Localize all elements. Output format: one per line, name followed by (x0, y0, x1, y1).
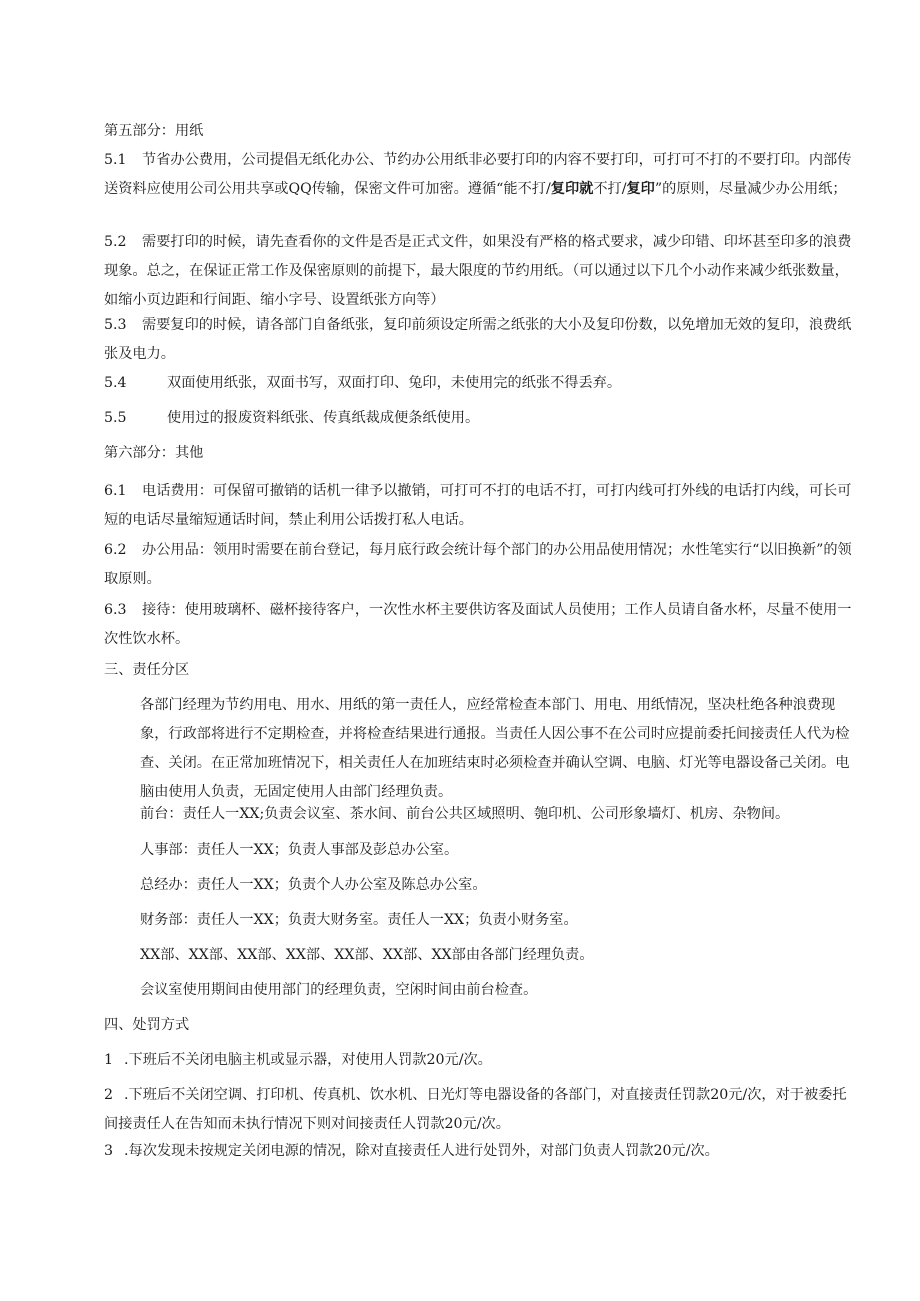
bold-text: 复印就 (550, 181, 594, 197)
paragraph-text: 需要复印的时候，请各部门自备纸张，复印前须设定所需之纸张的大小及复印份数，以免增加无效的复印，浪费纸张及电力。 (104, 317, 852, 362)
paragraph-5-5 (104, 404, 852, 433)
item-number: 5.4 (104, 375, 127, 391)
bold-text: 复印 (626, 181, 655, 197)
section-heading-paper: 第五部分：用纸 (104, 123, 204, 139)
item-number: 1 (104, 1052, 114, 1068)
paragraph-text: ”的原则，尽量减少办公用纸； (654, 181, 847, 197)
responsibility-item: 前台：责任人一XX;负责会议室、茶水间、前台公共区域照明、匏印机、公司形象墙灯、机房、杂物间。 (140, 806, 790, 822)
paragraph-text: 不打/ (593, 181, 627, 197)
paragraph-text: 节省办公费用，公司提倡无纸化办公、节约办公用纸非必要打印的内容不要打印，可打可不打的不要打印。内部传送资料应使用公司公用共享或QQ传输，保密文件可加密。遵循“能不打/ (104, 152, 852, 197)
paragraph-6-3 (104, 596, 852, 654)
paragraph-text: 办公用品：领用时需要在前台登记，每月底行政会统计每个部门的办公用品使用情况；水性笔实行“以旧换新”的领取原则。 (104, 542, 852, 587)
item-number: 2 (104, 1087, 114, 1103)
paragraph-text: .每次发现未按规定关闭电源的情况，除对直接责任人进行处罚外，对部门负责人罚款20元/次。 (124, 1143, 719, 1159)
penalty-item-1 (104, 1046, 852, 1075)
section-heading-penalty: 四、处罚方式 (104, 1017, 190, 1033)
item-number: 5.3 (104, 317, 127, 333)
paragraph-6-1 (104, 477, 852, 535)
paragraph-text: 接待：使用玻璃杯、磁杯接待客户，一次性水杯主要供访客及面试人员使用；工作人员请自备水杯，尽量不使用一次性饮水杯。 (104, 602, 852, 647)
section-heading-other: 第六部分：其他 (104, 445, 204, 461)
item-number: 5.5 (104, 410, 127, 426)
item-number: 6.3 (104, 602, 127, 618)
paragraph-5-4 (104, 369, 852, 398)
section-heading-responsibility: 三、责任分区 (104, 662, 190, 678)
paragraph-text: .下班后不关闭电脑主机或显示器，对使用人罚款20元/次。 (124, 1052, 492, 1068)
responsibility-item: 总经办：责任人一XX；负责个人办公室及陈总办公室。 (140, 877, 487, 893)
paragraph-5-3 (104, 311, 852, 369)
paragraph-text: 双面使用纸张，双面书写，双面打印、兔印，未使用完的纸张不得丢弃。 (167, 375, 622, 391)
paragraph-text: 使用过的报废资料纸张、传真纸裁成便条纸使用。 (167, 410, 480, 426)
item-number: 3 (104, 1143, 114, 1159)
responsibility-intro: 各部门经理为节约用电、用水、用纸的第一责任人，应经常检查本部门、用电、用纸情况，坚决杜绝各种浪费现象，行政部将进行不定期检查，并将检查结果进行通报。当责任人因公事不在公司时应提前委托间接责任人代为检查、关闭。在正常加班情况下，相关责任人在加班结束时必须检查并确认空调、电脑、灯光等电器设备己关闭。电脑由使用人负责，无固定使用人由部门经理负责。 (140, 697, 850, 800)
paragraph-text: 需要打印的时候，请先查看你的文件是否是正式文件，如果没有严格的格式要求，减少印错、印坏甚至印多的浪费现象。总之，在保证正常工作及保密原则的前提下，最大限度的节约用纸。（可以通过以下几个小动作来减少纸张数量，如缩小页边距和行间距、缩小字号、设置纸张方向等） (104, 234, 852, 308)
penalty-item-3 (104, 1137, 852, 1166)
responsibility-item: XX部、XX部、XX部、XX部、XX部、XX部、XX部由各部门经理负责。 (140, 947, 594, 963)
paragraph-5-1 (104, 146, 852, 204)
responsibility-item: 财务部：责任人一XX；负责大财务室。责任人一XX；负责小财务室。 (140, 912, 578, 928)
item-number: 5.2 (104, 234, 127, 250)
item-number: 6.1 (104, 483, 127, 499)
paragraph-text: 电话费用：可保留可撤销的话机一律予以撤销，可打可不打的电话不打，可打内线可打外线的电话打内线，可长可短的电话尽量缩短通话时间，禁止利用公话拨打私人电话。 (104, 483, 852, 528)
item-number: 5.1 (104, 152, 127, 168)
responsibility-item: 会议室使用期间由使用部门的经理负责，空闲时间由前台检查。 (140, 982, 538, 998)
responsibility-item: 人事部：责任人一XX；负责人事部及彭总办公室。 (140, 842, 459, 858)
paragraph-5-2 (104, 228, 852, 315)
item-number: 6.2 (104, 542, 127, 558)
paragraph-text: .下班后不关闭空调、打印机、传真机、饮水机、日光灯等电器设备的各部门，对直接责任罚款20元/次，对于被委托间接责任人在告知而未执行情况下则对间接责任人罚款20元/次。 (104, 1087, 847, 1132)
paragraph-6-2 (104, 536, 852, 594)
penalty-item-2 (104, 1081, 852, 1139)
